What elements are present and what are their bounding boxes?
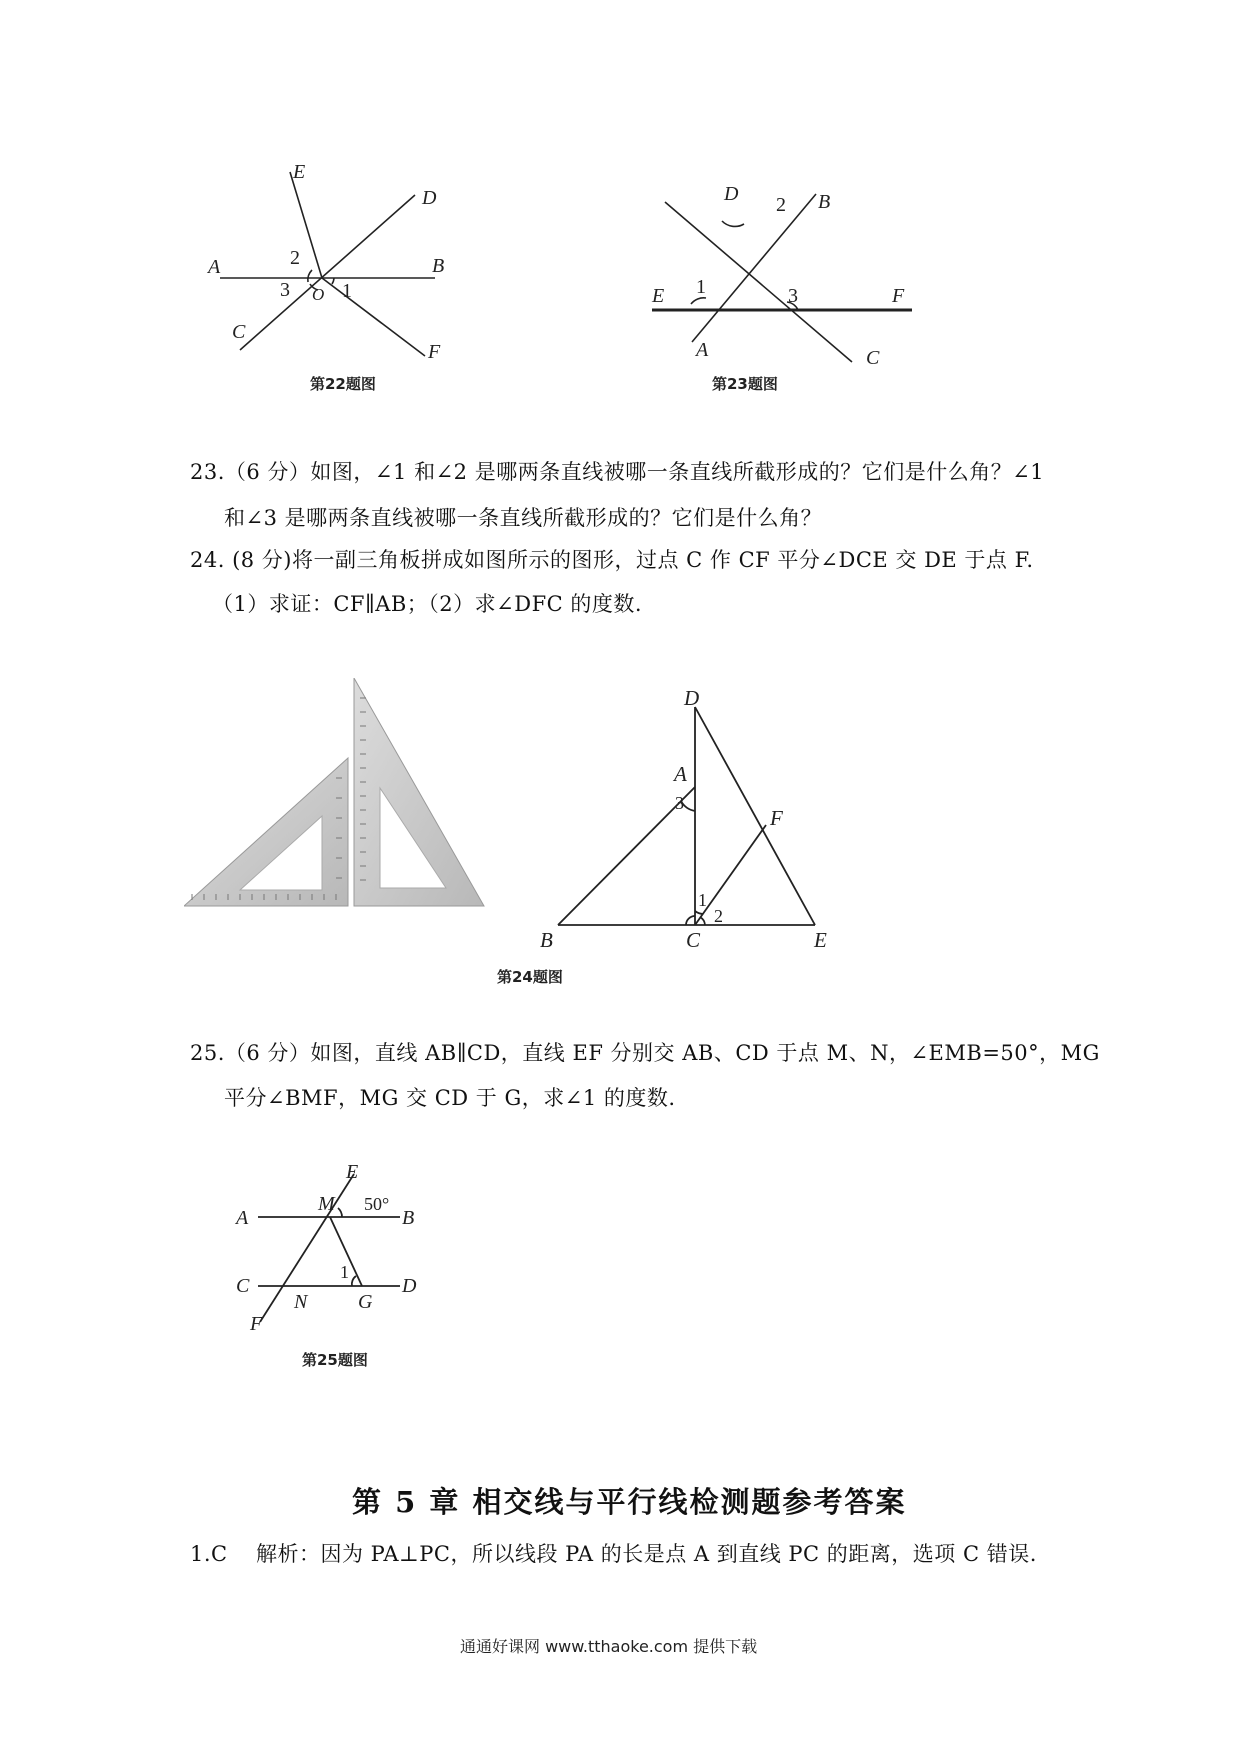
label-angle-50: 50° — [364, 1194, 390, 1214]
label-N: N — [294, 1291, 308, 1313]
question-23-line-2: 和∠3 是哪两条直线被哪一条直线所截形成的？它们是什么角？ — [224, 506, 823, 530]
label-angle-2: 2 — [776, 194, 786, 216]
label-angle-3: 3 — [788, 285, 798, 307]
label-O: O — [312, 285, 325, 304]
label-E: E — [346, 1161, 359, 1183]
label-C: C — [866, 347, 880, 369]
caption-fig24: 第24题图 — [497, 968, 563, 986]
label-D: D — [402, 1275, 417, 1297]
label-C: C — [686, 928, 701, 950]
figure-22 — [200, 160, 460, 370]
label-angle-3: 3 — [675, 793, 684, 813]
label-B: B — [540, 928, 553, 950]
label-angle-1: 1 — [340, 1262, 349, 1282]
label-D: D — [724, 183, 739, 205]
label-E: E — [293, 161, 306, 183]
label-C: C — [232, 321, 246, 343]
label-E: E — [814, 928, 827, 950]
label-B: B — [818, 191, 831, 213]
answer-1-number: 1.C — [190, 1542, 228, 1566]
question-25-line-2: 平分∠BMF，MG 交 CD 于 G，求∠1 的度数. — [224, 1086, 676, 1110]
label-B: B — [402, 1207, 415, 1229]
caption-fig25: 第25题图 — [302, 1351, 368, 1369]
label-C: C — [236, 1275, 250, 1297]
label-A: A — [236, 1207, 249, 1229]
label-F: F — [250, 1313, 263, 1335]
label-B: B — [432, 255, 445, 277]
figure-24 — [530, 685, 860, 950]
question-25-line-1: 25.（6 分）如图，直线 AB∥CD，直线 EF 分别交 AB、CD 于点 M、N，∠EMB=50°，MG — [190, 1041, 1100, 1065]
question-24-line-1: 24. (8 分)将一副三角板拼成如图所示的图形，过点 C 作 CF 平分∠DCE 交 DE 于点 F. — [190, 548, 1034, 572]
label-A: A — [674, 762, 687, 786]
caption-fig23: 第23题图 — [712, 375, 778, 393]
set-squares-photo — [184, 678, 494, 918]
answer-1-text: 解析：因为 PA⊥PC，所以线段 PA 的长是点 A 到直线 PC 的距离，选项 C 错误. — [256, 1542, 1037, 1566]
label-angle-3: 3 — [280, 279, 290, 301]
label-D: D — [684, 686, 700, 710]
label-angle-1: 1 — [342, 280, 352, 302]
label-A: A — [208, 256, 221, 278]
label-A: A — [696, 339, 709, 361]
label-angle-2: 2 — [714, 906, 723, 926]
label-angle-1: 1 — [698, 890, 707, 910]
footer-text: 通通好课网 www.tthaoke.com 提供下载 — [460, 1637, 758, 1656]
figure-25 — [230, 1160, 440, 1335]
answers-title: 第 5 章 相交线与平行线检测题参考答案 — [352, 1485, 907, 1519]
question-23-line-1: 23.（6 分）如图，∠1 和∠2 是哪两条直线被哪一条直线所截形成的？它们是什么角？∠1 — [190, 460, 1045, 484]
label-angle-1: 1 — [696, 276, 706, 298]
caption-fig22: 第22题图 — [310, 375, 376, 393]
label-E: E — [652, 285, 665, 307]
figure-23 — [640, 180, 925, 370]
question-24-line-2: （1）求证：CF∥AB；（2）求∠DFC 的度数. — [212, 592, 643, 616]
label-F: F — [770, 806, 783, 830]
label-F: F — [892, 285, 905, 307]
label-F: F — [428, 341, 441, 363]
label-M: M — [318, 1193, 335, 1215]
label-angle-2: 2 — [290, 247, 300, 269]
label-D: D — [422, 187, 437, 209]
label-G: G — [358, 1291, 373, 1313]
